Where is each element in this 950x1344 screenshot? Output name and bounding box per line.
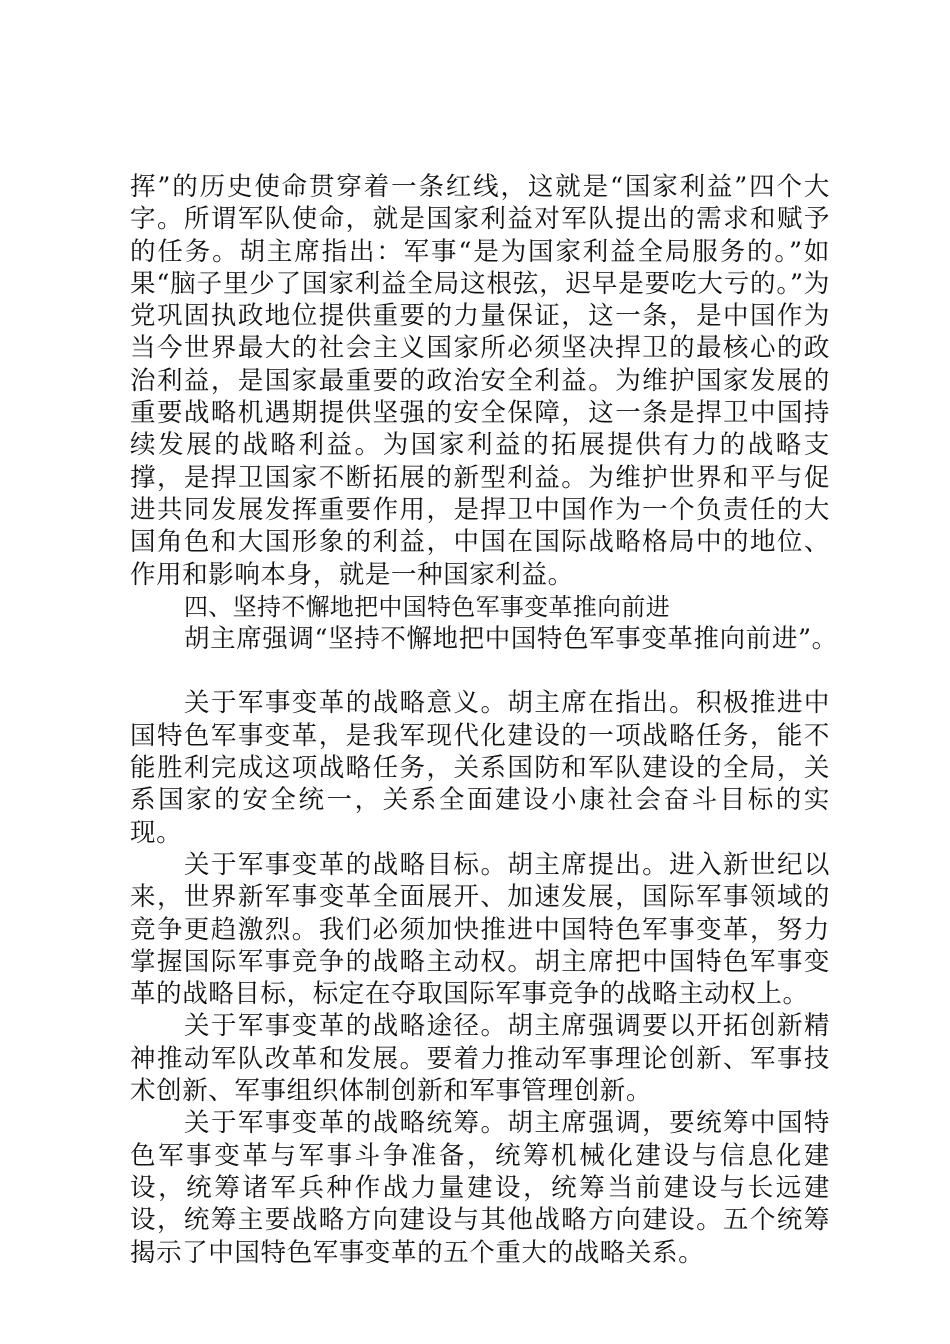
paragraph-hu-emphasis: 胡主席强调“坚持不懈地把中国特色军事变革推向前进”。 (184, 624, 838, 655)
paragraph-strategic-goal: 关于军事变革的战略目标。胡主席提出。进入新世纪以来，世界新军事变革全面展开、加速发展，国际军事领域的竞争更趋激烈。我们必须加快推进中国特色军事变革，努力掌握国际军事竞争的战略主动权。胡主席把中国特色军事变革的战略目标，标定在夺取国际军事竞争的战略主动权上。 (130, 849, 830, 1010)
paragraph-strategic-path: 关于军事变革的战略途径。胡主席强调要以开拓创新精神推动军队改革和发展。要着力推动军事理论创新、军事技术创新、军事组织体制创新和军事管理创新。 (130, 1011, 830, 1107)
section-heading-military-reform: 四、坚持不懈地把中国特色军事变革推向前进 (184, 592, 670, 621)
paragraph-strategic-coordination: 关于军事变革的战略统筹。胡主席强调，要统筹中国特色军事变革与军事斗争准备，统筹机械化建设与信息化建设，统筹诸军兵种作战力量建设，统筹当前建设与长远建设，统筹主要战略方向建设与其他战略方向建设。五个统筹揭示了中国特色军事变革的五个重大的战略关系。 (130, 1108, 830, 1268)
paragraph-national-interest: 挥”的历史使命贯穿着一条红线，这就是“国家利益”四个大字。所谓军队使命，就是国家利益对军队提出的需求和赋予的任务。胡主席指出：军事“是为国家利益全局服务的。”如果“脑子里少了国家利益全局这根弦，迟早是要吃大亏的。”为党巩固执政地位提供重要的力量保证，这一条，是中国作为当今世界最大的社会主义国家所必须坚决捍卫的最核心的政治利益，是国家最重要的政治安全利益。为维护国家发展的重要战略机遇期提供坚强的安全保障，这一条是捍卫中国持续发展的战略利益。为国家利益的拓展提供有力的战略支撑，是捍卫国家不断拓展的新型利益。为维护世界和平与促进共同发展发挥重要作用，是捍卫中国作为一个负责任的大国角色和大国形象的利益，中国在国际战略格局中的地位、作用和影响本身，就是一种国家利益。 (130, 172, 830, 590)
paragraph-spacer (130, 655, 830, 687)
paragraph-strategic-significance: 关于军事变革的战略意义。胡主席在指出。积极推进中国特色军事变革，是我军现代化建设的一项战略任务，能不能胜利完成这项战略任务，关系国防和军队建设的全局，关系国家的安全统一，关系全面建设小康社会奋斗目标的实现。 (130, 688, 830, 848)
document-body (130, 171, 838, 1269)
